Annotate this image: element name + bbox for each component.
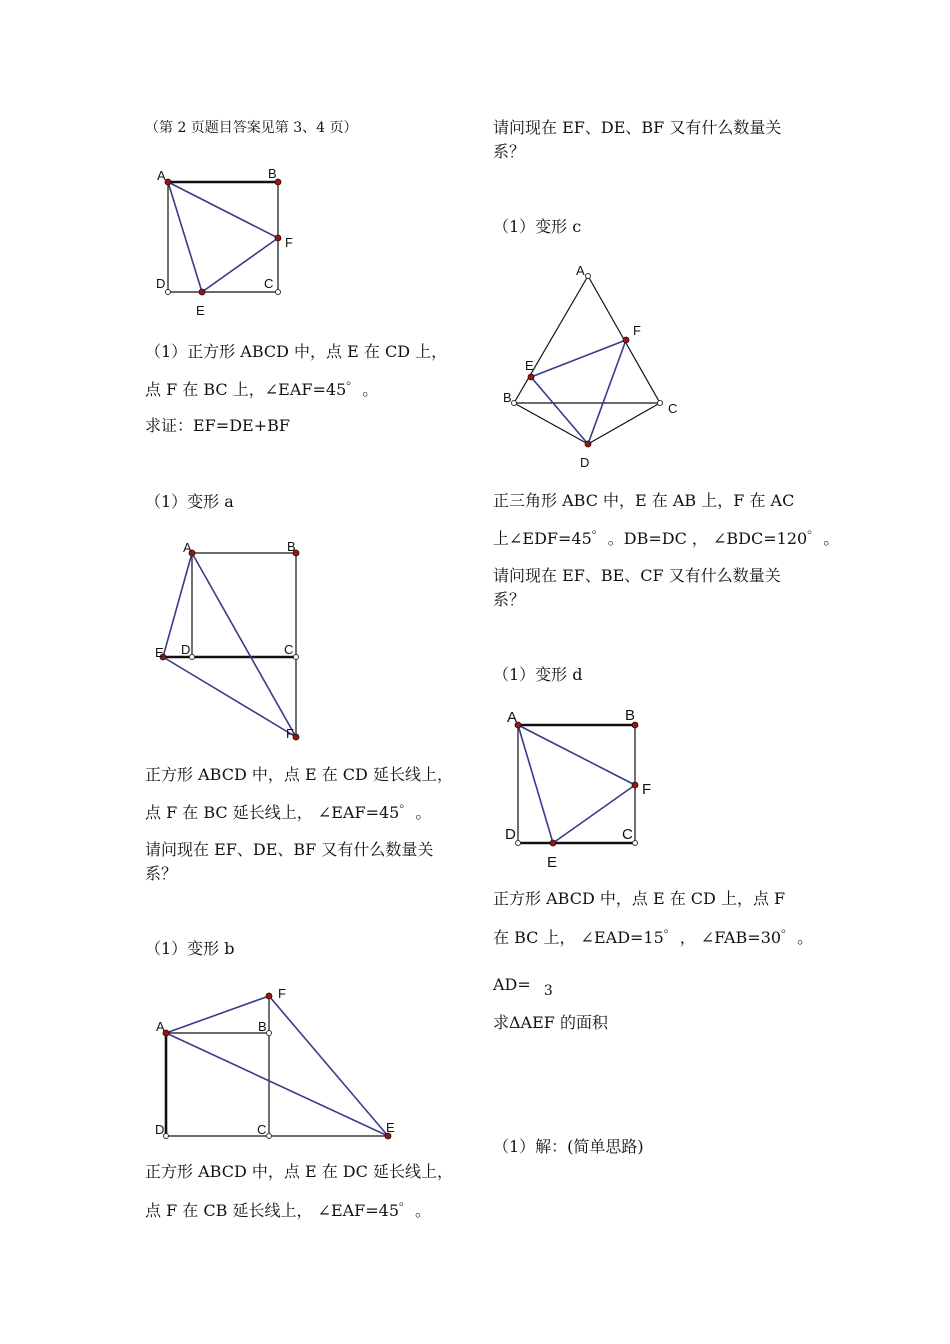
label-e: E [547, 854, 558, 871]
label-d: D [181, 642, 191, 657]
variant-c-line-2: 上∠EDF=45゜。DB=DC ， ∠BDC=120゜。 [493, 529, 840, 548]
variant-a-line-1: 正方形 ABCD 中，点 E 在 CD 延长线上， [145, 765, 453, 784]
label-e: E [386, 1120, 395, 1135]
label-e: E [155, 645, 164, 660]
variant-b-title: （1）变形 b [145, 939, 235, 958]
variant-d-title: （1）变形 d [493, 665, 583, 684]
label-b: B [268, 166, 277, 181]
label-d: D [156, 276, 166, 291]
problem-1-line-1: （1）正方形 ABCD 中，点 E 在 CD 上， [145, 342, 448, 361]
label-a: A [157, 168, 166, 183]
label-d: D [505, 826, 516, 843]
variant-c-line-1: 正三角形 ABC 中，E 在 AB 上，F 在 AC [493, 491, 795, 510]
label-c: C [264, 276, 274, 291]
variant-b-line-2: 点 F 在 CB 延长线上， ∠EAF=45゜。 [145, 1201, 432, 1220]
label-d: D [155, 1122, 165, 1137]
label-b: B [503, 390, 512, 405]
label-a: A [183, 540, 192, 555]
question-b-line-1: 请问现在 EF、DE、BF 又有什么数量关 [493, 118, 782, 137]
variant-d-line-3: 求ΔAEF 的面积 [493, 1013, 608, 1032]
variant-d-ad [493, 975, 553, 999]
variant-a-line-4: 系？ [145, 864, 178, 883]
label-a: A [576, 263, 585, 278]
label-c: C [668, 401, 678, 416]
label-f: F [642, 781, 652, 798]
problem-1-line-3: 求证：EF=DE+BF [145, 416, 290, 435]
variant-a-line-3: 请问现在 EF、DE、BF 又有什么数量关 [145, 840, 434, 859]
label-b: B [287, 539, 296, 554]
label-a: A [156, 1019, 165, 1034]
label-e: E [196, 303, 205, 318]
label-f: F [286, 726, 294, 741]
ad-value: 3 [543, 983, 553, 999]
label-e: E [525, 358, 534, 373]
problem-1-line-2: 点 F 在 BC 上，∠EAF=45゜。 [145, 380, 379, 399]
label-d: D [580, 455, 590, 470]
ad-label: AD= [493, 975, 531, 994]
label-a: A [507, 709, 518, 726]
label-f: F [278, 986, 286, 1001]
label-c: C [284, 642, 294, 657]
label-c: C [622, 826, 633, 843]
variant-c-line-3: 请问现在 EF、BE、CF 又有什么数量关 [493, 566, 781, 585]
variant-b-line-1: 正方形 ABCD 中，点 E 在 DC 延长线上， [145, 1162, 453, 1181]
label-b: B [258, 1019, 267, 1034]
variant-d-line-1: 正方形 ABCD 中，点 E 在 CD 上，点 F [493, 889, 786, 908]
variant-c-title: （1）变形 c [493, 217, 582, 236]
label-c: C [257, 1122, 267, 1137]
solution-heading: （1）解：(简单思路) [493, 1137, 644, 1156]
label-b: B [625, 707, 636, 724]
variant-d-line-2: 在 BC 上， ∠EAD=15゜， ∠FAB=30゜。 [493, 928, 814, 947]
question-b-line-2: 系？ [493, 142, 526, 161]
variant-c-line-4: 系？ [493, 590, 526, 609]
variant-a-line-2: 点 F 在 BC 延长线上， ∠EAF=45゜。 [145, 803, 432, 822]
label-f: F [633, 323, 641, 338]
label-f: F [285, 235, 293, 250]
page-note: （第 2 页题目答案见第 3、4 页） [145, 120, 358, 136]
variant-a-title: （1）变形 a [145, 492, 234, 511]
